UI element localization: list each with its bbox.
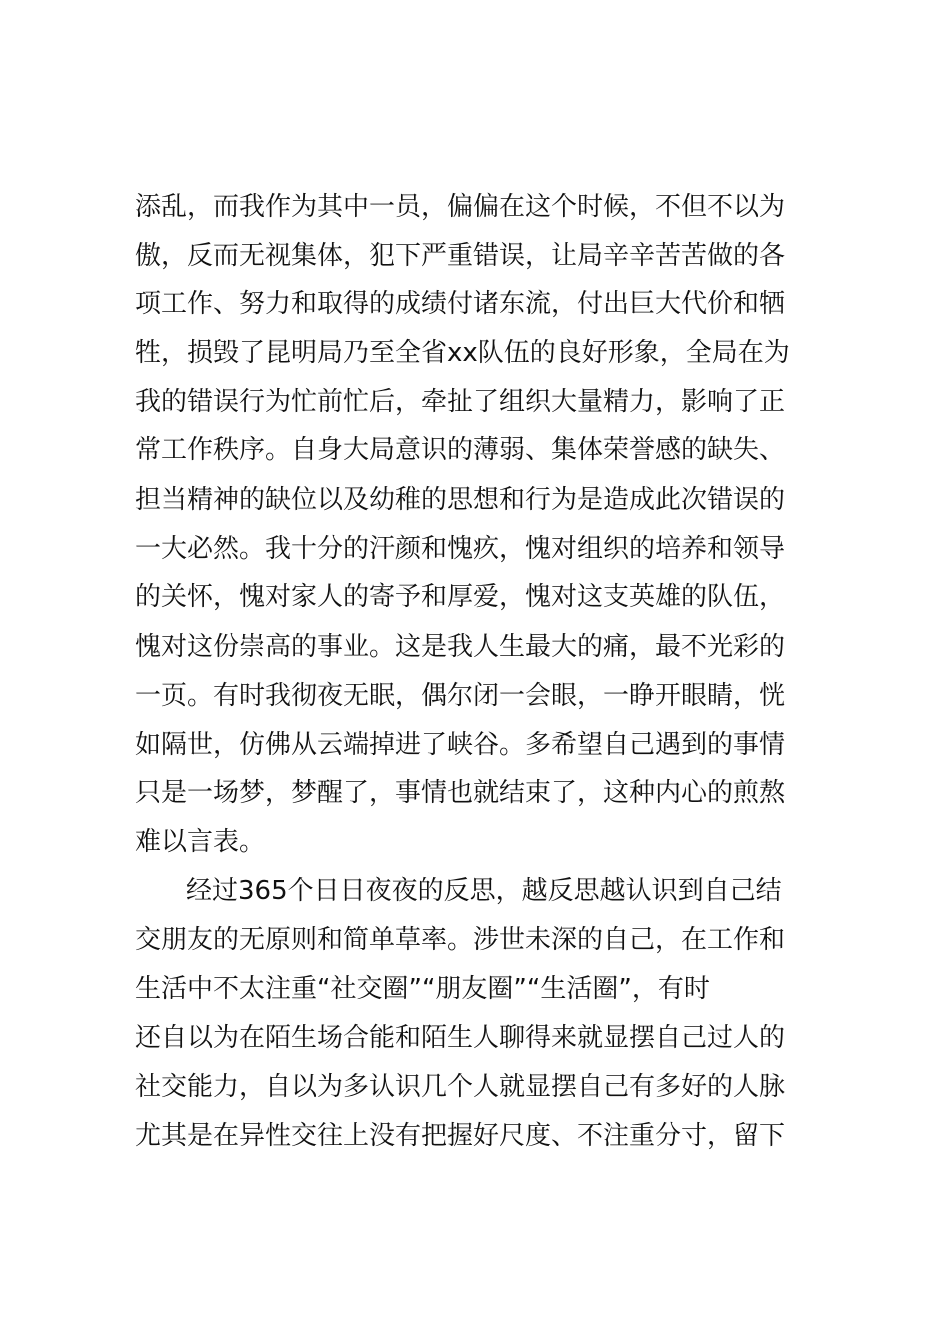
text-line: 交朋友的无原则和简单草率。涉世未深的自己，在工作和 — [135, 925, 786, 955]
text-line: 愧对这份崇高的事业。这是我人生最大的痛，最不光彩的 — [135, 632, 786, 662]
text-line: 一页。有时我彻夜无眠，偶尔闭一会眼，一睁开眼睛，恍 — [135, 681, 786, 711]
text-line: 生活中不太注重“社交圈”“朋友圈”“生活圈”，有时 — [135, 974, 710, 1004]
text-line: 如隔世，仿佛从云端掉进了峡谷。多希望自己遇到的事情 — [135, 730, 786, 760]
text-line: 我的错误行为忙前忙后，牵扯了组织大量精力，影响了正 — [135, 387, 786, 417]
text-line: 傲，反而无视集体，犯下严重错误，让局辛辛苦苦做的各 — [135, 241, 786, 271]
text-line: 尤其是在异性交往上没有把握好尺度、不注重分寸，留下 — [135, 1121, 786, 1151]
text-line: 常工作秩序。自身大局意识的薄弱、集体荣誉感的缺失、 — [135, 435, 786, 465]
paragraph-first-line: 经过365个日日夜夜的反思，越反思越认识到自己结 — [186, 876, 782, 906]
text-line: 项工作、努力和取得的成绩付诸东流，付出巨大代价和牺 — [135, 289, 786, 319]
text-line: 一大必然。我十分的汗颜和愧疚，愧对组织的培养和领导 — [135, 534, 786, 564]
text-line: 只是一场梦，梦醒了，事情也就结束了，这种内心的煎熬 — [135, 778, 786, 808]
text-line: 的关怀，愧对家人的寄予和厚爱，愧对这支英雄的队伍， — [135, 582, 786, 612]
text-line: 担当精神的缺位以及幼稚的思想和行为是造成此次错误的 — [135, 485, 786, 515]
text-line: 添乱，而我作为其中一员，偏偏在这个时候，不但不以为 — [135, 192, 786, 222]
text-line: 还自以为在陌生场合能和陌生人聊得来就显摆自己过人的 — [135, 1023, 786, 1053]
text-line: 牲，损毁了昆明局乃至全省xx队伍的良好形象，全局在为 — [135, 338, 790, 368]
text-line: 难以言表。 — [135, 827, 266, 857]
text-line: 社交能力，自以为多认识几个人就显摆自己有多好的人脉 — [135, 1072, 786, 1102]
